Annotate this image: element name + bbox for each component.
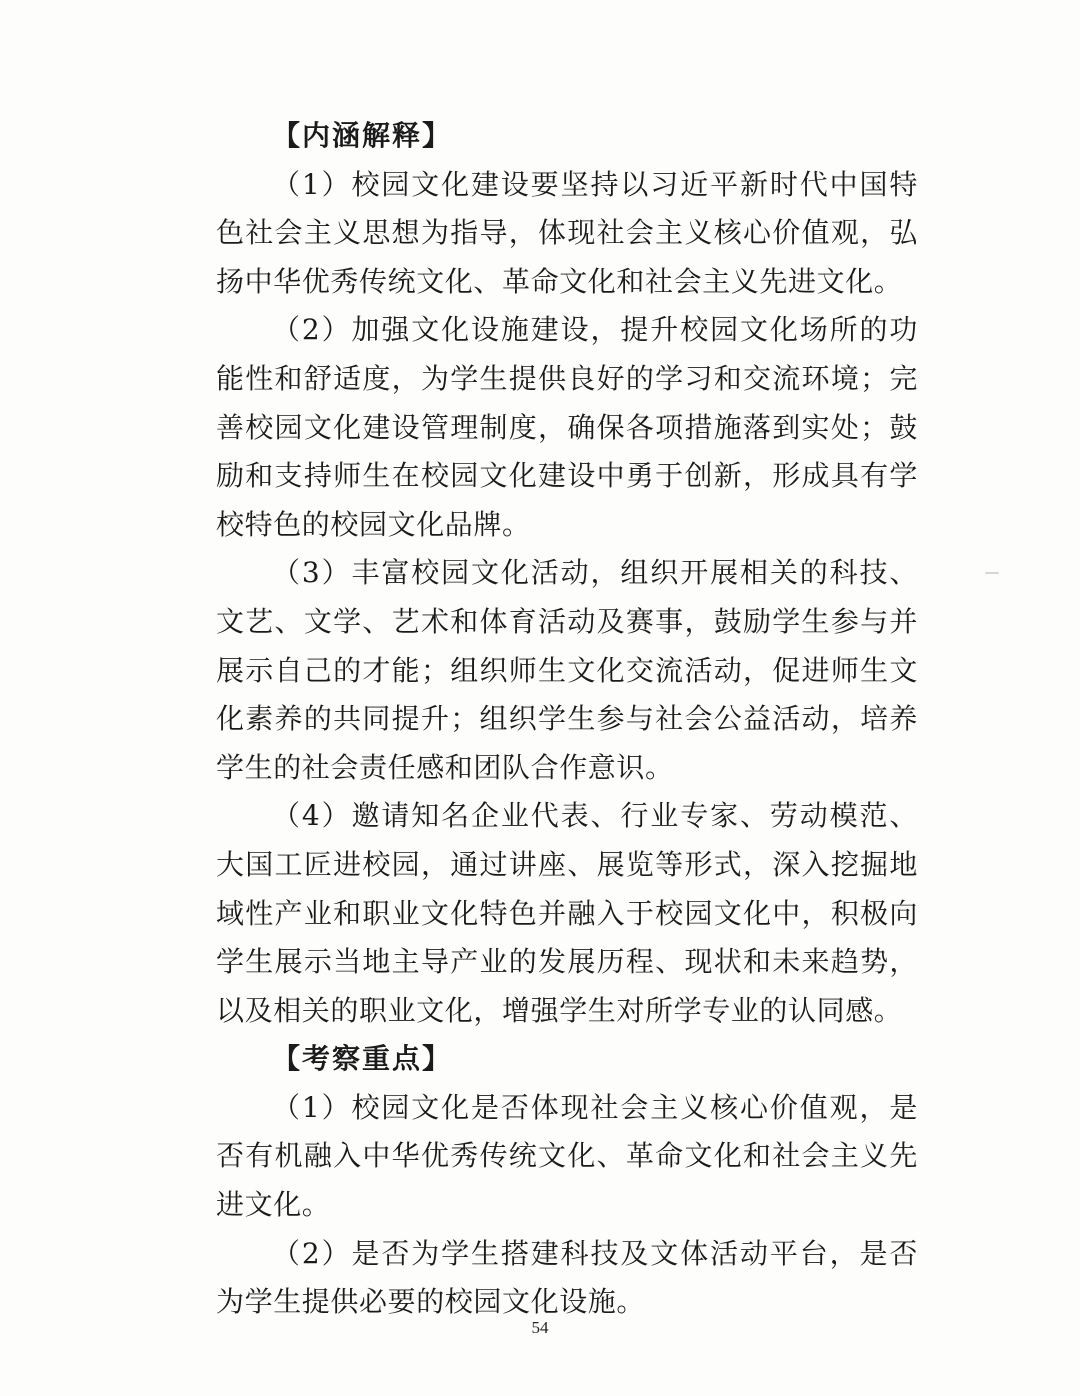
paragraph: （1）校园文化建设要坚持以习近平新时代中国特色社会主义思想为指导，体现社会主义核心价值观，弘扬中华优秀传统文化、革命文化和社会主义先进文化。	[216, 167, 918, 298]
paragraph: （4）邀请知名企业代表、行业专家、劳动模范、大国工匠进校园，通过讲座、展览等形式，深入挖掘地域性产业和职业文化特色并融入于校园文化中，积极向学生展示当地主导产业的发展历程、现状和未来趋势，以及相关的职业文化，增强学生对所学专业的认同感。	[216, 799, 918, 1027]
paragraph: （3）丰富校园文化活动，组织开展相关的科技、文艺、文学、艺术和体育活动及赛事，鼓励学生参与并展示自己的才能；组织师生文化交流活动，促进师生文化素养的共同提升；组织学生参与社会公益活动，培养学生的社会责任感和团队合作意识。	[216, 556, 918, 784]
page-number: 54	[531, 1318, 549, 1337]
paragraph: （1）校园文化是否体现社会主义核心价值观，是否有机融入中华优秀传统文化、革命文化和社会主义先进文化。	[216, 1090, 918, 1222]
scan-speck	[985, 572, 999, 574]
paragraph: （2）是否为学生搭建科技及文体活动平台，是否为学生提供必要的校园文化设施。	[216, 1236, 918, 1319]
paragraph: （2）加强文化设施建设，提升校园文化场所的功能性和舒适度，为学生提供良好的学习和交流环境；完善校园文化建设管理制度，确保各项措施落到实处；鼓励和支持师生在校园文化建设中勇于创新，形成具有学校特色的校园文化品牌。	[216, 313, 918, 541]
section-heading-key-points: 【考察重点】	[272, 1042, 453, 1076]
section-heading-connotation: 【内涵解释】	[272, 119, 453, 152]
document-body	[216, 112, 918, 1327]
